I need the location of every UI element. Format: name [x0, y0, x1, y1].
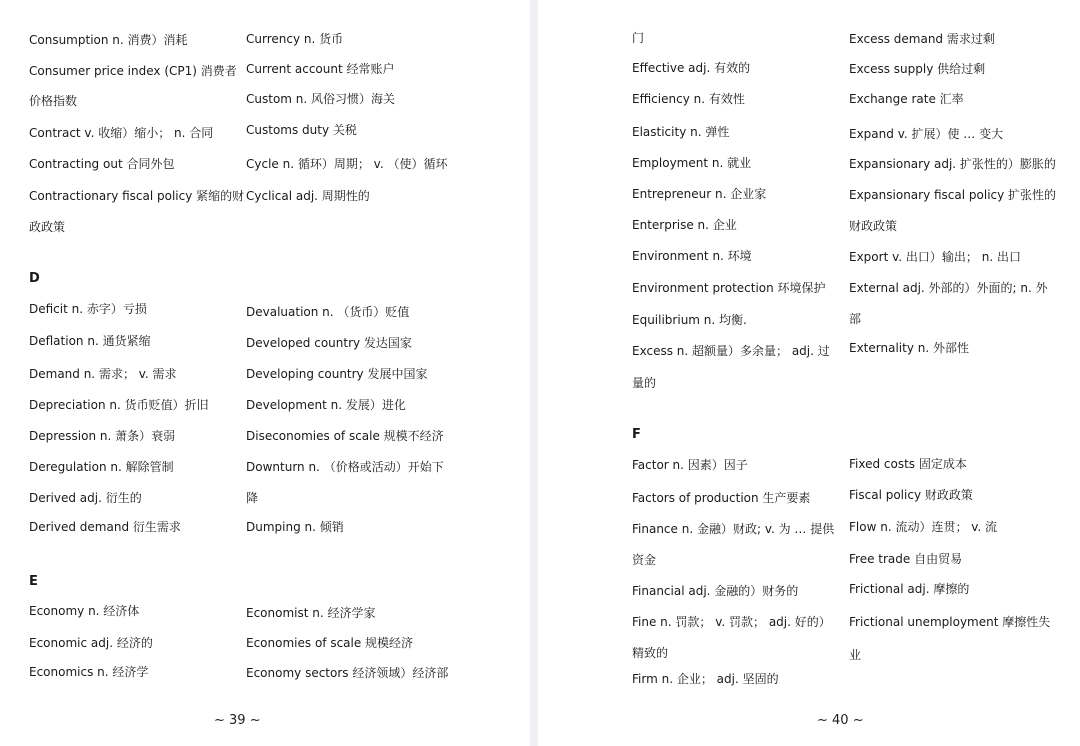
entry: Free trade 自由贸易 [849, 552, 963, 566]
entry: Factors of production 生产要素 [632, 491, 811, 505]
page-number: ~ 40 ~ [817, 713, 864, 728]
entry: Currency n. 货币 [246, 32, 344, 46]
entry: Environment protection 环境保护 [632, 281, 826, 295]
entry: Developed country 发达国家 [246, 336, 412, 350]
entry: Economist n. 经济学家 [246, 606, 376, 620]
entry: Cyclical adj. 周期性的 [246, 189, 370, 203]
entry: Economic adj. 经济的 [29, 636, 153, 650]
entry: External adj. 外部的）外面的; n. 外 [849, 281, 1048, 295]
entry: Exchange rate 汇率 [849, 92, 964, 106]
entry: Dumping n. 倾销 [246, 520, 344, 534]
entry: Custom n. 风俗习惯）海关 [246, 92, 396, 106]
left-page [0, 0, 530, 746]
entry: Finance n. 金融）财政; v. 为 … 提供 [632, 522, 835, 536]
entry: 业 [849, 648, 862, 662]
entry: Consumer price index (CP1) 消费者 [29, 64, 237, 78]
entry: Flow n. 流动）连贯； v. 流 [849, 520, 998, 534]
entry: Fiscal policy 财政政策 [849, 488, 973, 502]
entry: Depression n. 萧条）衰弱 [29, 429, 176, 443]
entry: Excess demand 需求过剩 [849, 32, 995, 46]
entry: 资金 [632, 553, 657, 567]
entry: Elasticity n. 弹性 [632, 125, 730, 139]
entry: Environment n. 环境 [632, 249, 752, 263]
entry: Externality n. 外部性 [849, 341, 969, 355]
entry: Frictional unemployment 摩擦性失 [849, 615, 1051, 629]
entry: Cycle n. 循环）周期； v. （使）循环 [246, 157, 448, 171]
entry: Factor n. 因素）因子 [632, 458, 748, 472]
entry: Effective adj. 有效的 [632, 61, 751, 75]
entry: Frictional adj. 摩擦的 [849, 582, 970, 596]
entry: Demand n. 需求； v. 需求 [29, 367, 177, 381]
entry: Expansionary fiscal policy 扩张性的 [849, 188, 1057, 202]
entry: Economy sectors 经济领域）经济部 [246, 666, 449, 680]
entry: Depreciation n. 货币贬值）折旧 [29, 398, 209, 412]
entry: Financial adj. 金融的）财务的 [632, 584, 799, 598]
entry: Economies of scale 规模经济 [246, 636, 414, 650]
entry: Deficit n. 赤字）亏损 [29, 302, 147, 316]
entry: Export v. 出口）输出； n. 出口 [849, 250, 1021, 264]
entry: Derived demand 衍生需求 [29, 520, 181, 534]
entry: Economy n. 经济体 [29, 604, 140, 618]
section-heading-d: D [29, 271, 40, 286]
entry: 价格指数 [29, 94, 78, 108]
entry: Equilibrium n. 均衡. [632, 313, 747, 327]
entry: 量的 [632, 376, 657, 390]
entry: Derived adj. 衍生的 [29, 491, 142, 505]
entry: Expand v. 扩展）使 … 变大 [849, 127, 1004, 141]
entry: Developing country 发展中国家 [246, 367, 428, 381]
entry: Excess supply 供给过剩 [849, 62, 986, 76]
entry: Contract v. 收缩）缩小； n. 合同 [29, 126, 214, 140]
entry: Fine n. 罚款； v. 罚款； adj. 好的） [632, 615, 831, 629]
entry: Firm n. 企业； adj. 坚固的 [632, 672, 779, 686]
entry: Enterprise n. 企业 [632, 218, 737, 232]
page-number: ~ 39 ~ [214, 713, 261, 728]
entry: 降 [246, 491, 259, 505]
entry: Customs duty 关税 [246, 123, 357, 137]
entry: Downturn n. （价格或活动）开始下 [246, 460, 444, 474]
entry: Deflation n. 通货紧缩 [29, 334, 151, 348]
entry: Contracting out 合同外包 [29, 157, 175, 171]
entry: Efficiency n. 有效性 [632, 92, 745, 106]
entry: Employment n. 就业 [632, 156, 752, 170]
entry: 门 [632, 31, 645, 45]
entry: Deregulation n. 解除管制 [29, 460, 174, 474]
entry: Economics n. 经济学 [29, 665, 149, 679]
entry: Entrepreneur n. 企业家 [632, 187, 767, 201]
section-heading-e: E [29, 574, 38, 589]
entry: Consumption n. 消费）消耗 [29, 33, 188, 47]
entry: Devaluation n. （货币）贬值 [246, 305, 410, 319]
entry: Contractionary fiscal policy 紧缩的财 [29, 189, 245, 203]
entry: Development n. 发展）进化 [246, 398, 406, 412]
entry: Excess n. 超额量）多余量； adj. 过 [632, 344, 830, 358]
entry: Diseconomies of scale 规模不经济 [246, 429, 444, 443]
section-heading-f: F [632, 427, 641, 442]
entry: 财政政策 [849, 219, 898, 233]
entry: 精致的 [632, 646, 669, 660]
entry: Fixed costs 固定成本 [849, 457, 967, 471]
right-page [538, 0, 1080, 746]
entry: 部 [849, 312, 862, 326]
entry: Expansionary adj. 扩张性的）膨胀的 [849, 157, 1056, 171]
entry: 政政策 [29, 220, 66, 234]
entry: Current account 经常账户 [246, 62, 395, 76]
